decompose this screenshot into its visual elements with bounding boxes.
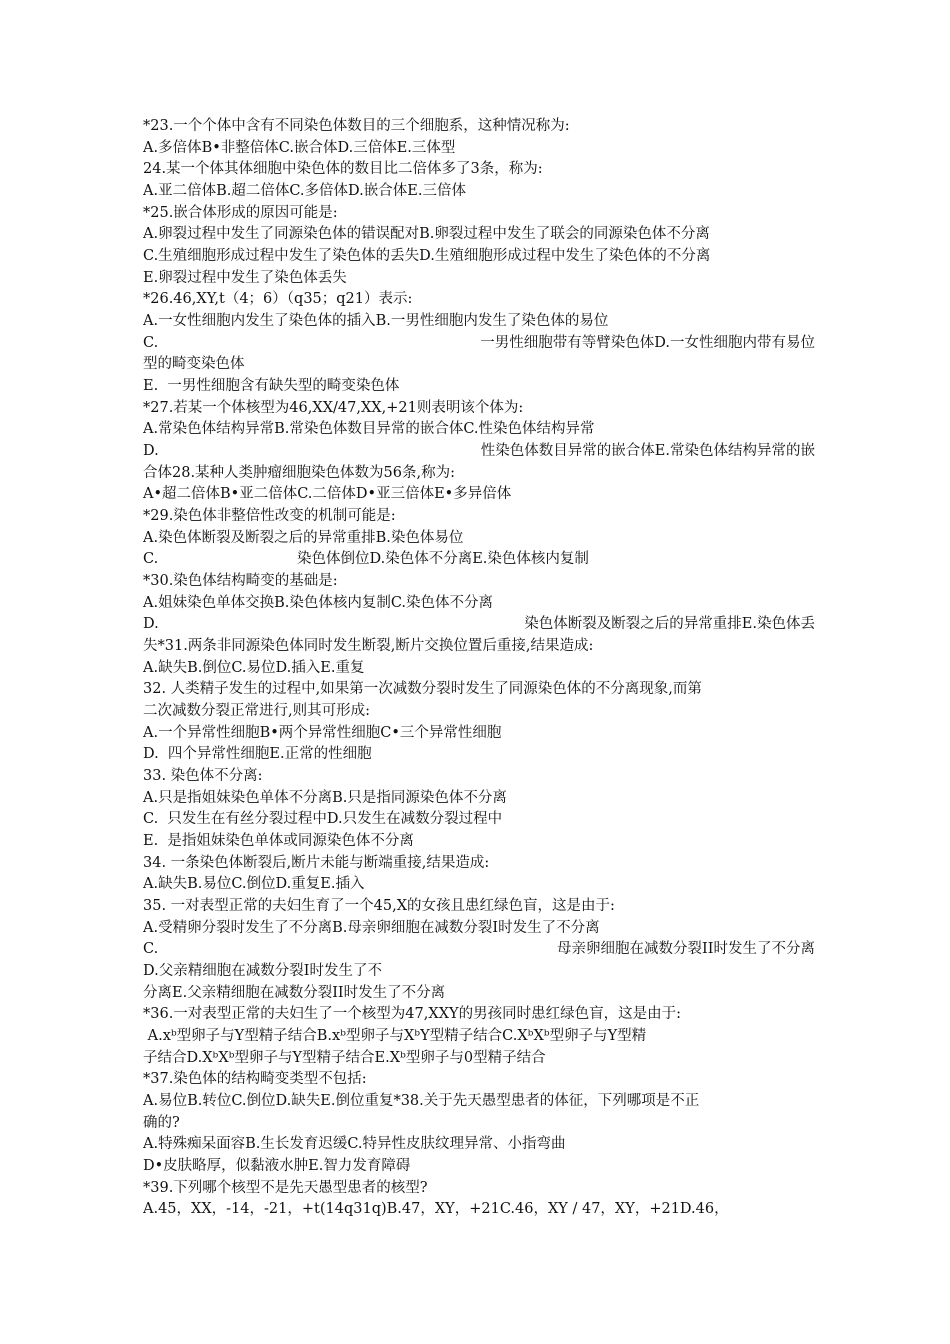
question-32: 32. 人类精子发生的过程中,如果第一次减数分裂时发生了同源染色体的不分离现象,而第 [143,681,702,697]
question-28-options: A•超二倍体B•亚二倍体C.二倍体D•亚三倍体E•多异倍体 [143,486,512,502]
question-35-options-ab: A.受精卵分裂时发生了不分离B.母亲卵细胞在减数分裂I时发生了不分离 [143,920,600,936]
question-29-option-c-label: C. [143,551,159,567]
question-27-option-d-label: D. [143,443,159,459]
question-33: 33. 染色体不分离: [143,768,263,784]
question-23-options: A.多倍体B•非整倍体C.嵌合体D.三倍体E.三体型 [143,140,456,156]
question-23: *23.一个个体中含有不同染色体数目的三个细胞系，这种情况称为: [143,118,570,134]
question-36-options-cde: 子结合D.XᵇXᵇ型卵子与Y型精子结合E.Xᵇ型卵子与0型精子结合 [143,1050,546,1066]
question-27: *27.若某一个体核型为46,XX/47,XX,+21则表明该个体为: [143,400,524,416]
question-36-options-abc: A.xᵇ型卵子与Y型精子结合B.xᵇ型卵子与XᵇY型精子结合C.XᵇXᵇ型卵子与Y型精 [143,1028,647,1044]
question-26: *26.46,XY,t（4；6）（q35；q21）表示: [143,291,413,307]
question-26-option-c-label: C. [143,335,159,351]
question-27-options-abc: A.常染色体结构异常B.常染色体数目异常的嵌合体C.性染色体结构异常 [143,421,595,437]
question-35-option-c: 母亲卵细胞在减数分裂II时发生了不分离 [557,941,815,957]
question-38-cont: 确的? [143,1115,180,1131]
question-25-options-cd: C.生殖细胞形成过程中发生了染色体的丢失D.生殖细胞形成过程中发生了染色体的不分离 [143,248,711,264]
question-25-options-ab: A.卵裂过程中发生了同源染色体的错误配对B.卵裂过程中发生了联会的同源染色体不分离 [143,226,710,242]
question-37-options-and-38: A.易位B.转位C.倒位D.缺失E.倒位重复*38.关于先天愚型患者的体征，下列哪项是不正 [143,1093,700,1109]
question-31-options: A.缺失B.倒位C.易位D.插入E.重复 [143,660,365,676]
question-37: *37.染色体的结构畸变类型不包括: [143,1071,367,1087]
question-35: 35. 一对表型正常的夫妇生育了一个45,X的女孩且患红绿色盲，这是由于: [143,898,615,914]
question-33-options-ab: A.只是指姐妹染色单体不分离B.只是指同源染色体不分离 [143,790,507,806]
question-36: *36.一对表型正常的夫妇生了一个核型为47,XXY的男孩同时患红绿色盲，这是由于: [143,1006,681,1022]
question-24: 24.某一个体其体细胞中染色体的数目比二倍体多了3条，称为: [143,161,543,177]
question-29-options-ab: A.染色体断裂及断裂之后的异常重排B.染色体易位 [143,530,464,546]
question-28: 合体28.某种人类肿瘤细胞染色体数为56条,称为: [143,465,456,481]
question-32-options-abc: A.一个异常性细胞B•两个异常性细胞C•三个异常性细胞 [143,725,502,741]
question-26-option-d-cont: 型的畸变染色体 [143,356,245,372]
question-34-options: A.缺失B.易位C.倒位D.重复E.插入 [143,876,365,892]
question-27-options-de: 性染色体数目异常的嵌合体E.常染色体结构异常的嵌 [480,443,815,459]
question-30: *30.染色体结构畸变的基础是: [143,573,338,589]
question-34: 34. 一条染色体断裂后,断片未能与断端重接,结果造成: [143,855,490,871]
question-33-option-e: E. 是指姐妹染色单体或同源染色体不分离 [143,833,414,849]
question-26-options-cd: 一男性细胞带有等臂染色体D.一女性细胞内带有易位 [480,335,815,351]
question-38-options-de: D•皮肤略厚，似黏液水肿E.智力发育障碍 [143,1158,411,1174]
question-31: 失*31.两条非同源染色体同时发生断裂,断片交换位置后重接,结果造成: [143,638,594,654]
question-32-cont: 二次减数分裂正常进行,则其可形成: [143,703,370,719]
question-35-option-d: D.父亲精细胞在减数分裂I时发生了不 [143,963,382,979]
question-25-option-e: E.卵裂过程中发生了染色体丢失 [143,270,347,286]
question-26-option-e: E. 一男性细胞含有缺失型的畸变染色体 [143,378,400,394]
question-39-options: A.45，XX，-14，-21，+t(14q31q)B.47，XY，+21C.46，XY / 47，XY，+21D.46， [143,1201,729,1217]
question-29-options-cde: 染色体倒位D.染色体不分离E.染色体核内复制 [297,551,589,567]
question-32-options-de: D. 四个异常性细胞E.正常的性细胞 [143,746,372,762]
question-35-options-de: 分离E.父亲精细胞在减数分裂II时发生了不分离 [143,985,446,1001]
question-24-options: A.亚二倍体B.超二倍体C.多倍体D.嵌合体E.三倍体 [143,183,466,199]
question-30-options-de: 染色体断裂及断裂之后的异常重排E.染色体丢 [524,616,815,632]
question-30-options-abc: A.姐妹染色单体交换B.染色体核内复制C.染色体不分离 [143,595,494,611]
question-38-options-abc: A.特殊痴呆面容B.生长发育迟缓C.特异性皮肤纹理异常、小指弯曲 [143,1136,566,1152]
question-29: *29.染色体非整倍性改变的机制可能是: [143,508,396,524]
question-30-option-d-label: D. [143,616,159,632]
question-39: *39.下列哪个核型不是先天愚型患者的核型? [143,1180,428,1196]
question-33-options-cd: C. 只发生在有丝分裂过程中D.只发生在减数分裂过程中 [143,811,503,827]
question-35-option-c-label: C. [143,941,159,957]
question-26-options-ab: A.一女性细胞内发生了染色体的插入B.一男性细胞内发生了染色体的易位 [143,313,609,329]
question-25: *25.嵌合体形成的原因可能是: [143,205,338,221]
